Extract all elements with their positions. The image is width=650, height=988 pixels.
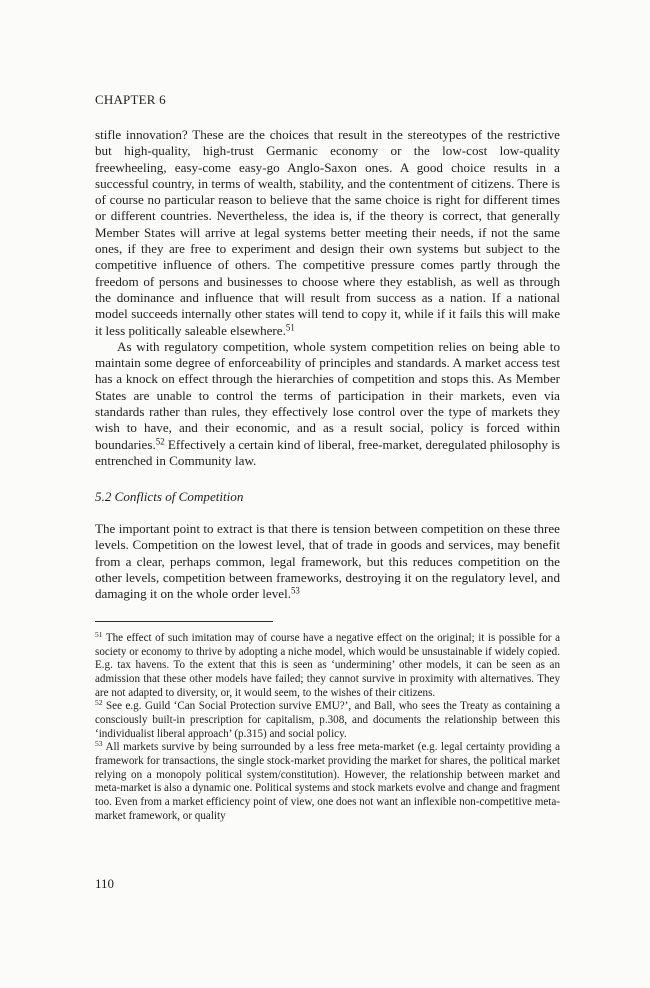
footnote — [95, 741, 560, 823]
paragraph-text: As with regulatory competition, whole system competition relies on being able to maintain some degree of enforceability of principles and standards. A market access test has a knock on effect through the hierarchies of competition and stops this. As Member States are unable to control the terms of participation in their markets, even via standards rather than rules, they effectively lose control over the type of markets they wish to have, and their economic, and as a result social, policy is forced within boundaries. — [95, 338, 560, 452]
paragraph — [95, 127, 560, 339]
body-text — [95, 127, 560, 469]
footnote-number: 51 — [95, 630, 103, 640]
footnote-number: 53 — [95, 739, 103, 749]
footnote-number: 52 — [95, 698, 103, 708]
paragraph-text: stifle innovation? These are the choices that result in the stereotypes of the restrictive but high-quality, high-trust Germanic economy or the low-cost low-quality freewheeling, easy-come easy-go Anglo-Saxon ones. A good choice results in a successful country, in terms of wealth, stability, and the contentment of citizens. There is of course no particular reason to believe that the same choice is right for different times or different countries. Nevertheless, the idea is, if the theory is correct, that generally Member States will arrive at legal systems better meeting their needs, if not the same ones, if they are free to experiment and design their own systems but subject to the competitive influence of others. The competitive pressure comes partly through the freedom of persons and businesses to choose where they establish, as well as through the dominance and influence that will result from success as a nation. If a national model succeeds internally other states will tend to copy it, while if it fails this will make it less politically saleable elsewhere. — [95, 127, 560, 338]
footnote — [95, 700, 560, 741]
footnote-reference: 51 — [285, 322, 295, 333]
footnote-text: All markets survive by being surrounded by a less free meta-market (e.g. legal certainty providing a framework for transactions, the single stock-market providing the market for shares, the political market relying on a monopoly political system/constitution). However, the relationship between market and meta-market is also a dynamic one. Political systems and stock markets evolve and change and fragment too. Even from a market efficiency point of view, one does not want an inflexible non-competitive meta-market framework, or quality — [95, 741, 560, 822]
section-heading: 5.2 Conflicts of Competition — [95, 489, 244, 504]
paragraph — [95, 521, 560, 602]
section-body-text — [95, 521, 560, 602]
footnote — [95, 632, 560, 700]
running-head: CHAPTER 6 — [95, 92, 166, 107]
footnote-reference: 53 — [290, 585, 300, 596]
paragraph — [95, 339, 560, 469]
footnote-text: The effect of such imitation may of course have a negative effect on the original; it is possible for a society or economy to thrive by adopting a niche model, which would be unsustainable if widely copied. E.g. tax havens. To the extent that this is seen as ‘undermining’ other models, it can be seen as an admission that these other models have failed; they cannot survive in proximity with alternatives. They are not adapted to diversity, or, it would seem, to the wishes of their citizens. — [95, 632, 560, 699]
footnote-divider — [95, 621, 273, 622]
footnote-reference: 52 — [155, 436, 165, 447]
paragraph-text: Effectively a certain kind of liberal, free-market, deregulated philosophy is entrenched in Community law. — [95, 436, 560, 468]
page-number: 110 — [95, 876, 115, 891]
paragraph-text: The important point to extract is that there is tension between competition on these three levels. Competition on the lowest level, that of trade in goods and services, may benefit from a clear, perhaps common, legal framework, but this reduces competition on the other levels, competition between frameworks, destroying it on the regulatory level, and damaging it on the whole order level. — [95, 521, 560, 602]
footnotes — [95, 632, 560, 823]
footnote-text: See e.g. Guild ‘Can Social Protection survive EMU?’, and Ball, who sees the Treaty as containing a consciously built-in prescription for capitalism, p.308, and documents the relationship between this ‘individualist liberal approach’ (p.315) and social policy. — [95, 700, 560, 740]
